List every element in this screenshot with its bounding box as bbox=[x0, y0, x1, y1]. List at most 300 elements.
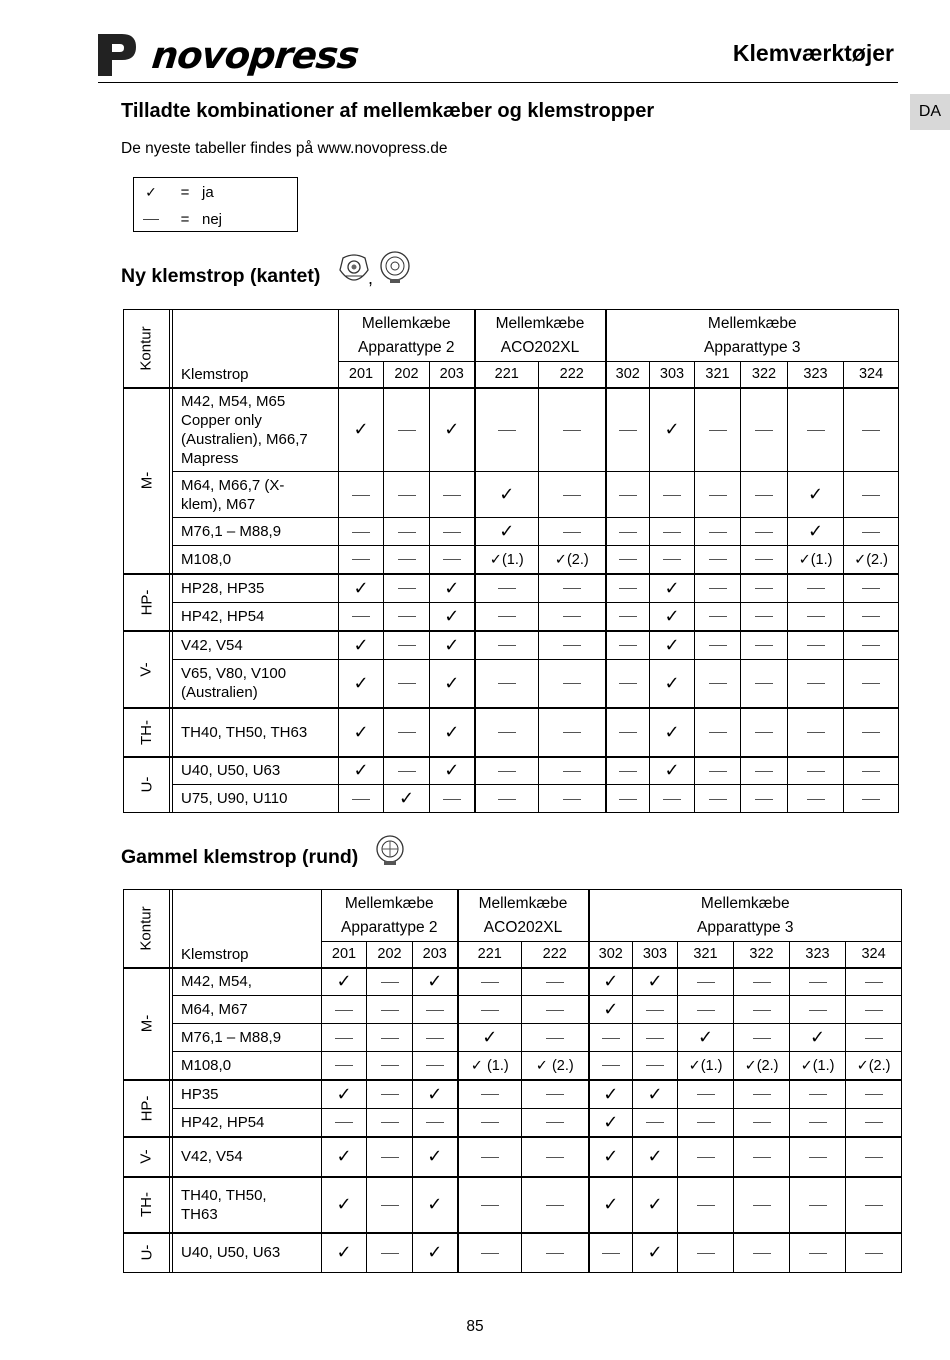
compat-cell bbox=[741, 574, 788, 603]
dash-icon bbox=[809, 1122, 827, 1123]
dash-icon bbox=[335, 1065, 353, 1066]
compat-cell bbox=[633, 1052, 678, 1080]
dash-icon bbox=[862, 645, 880, 646]
contour-label-cell bbox=[124, 631, 170, 708]
dash-icon bbox=[398, 559, 416, 560]
compat-cell bbox=[695, 757, 741, 785]
compat-cell bbox=[413, 996, 458, 1024]
compat-cell bbox=[678, 1137, 734, 1177]
compat-cell bbox=[413, 968, 458, 996]
checkmark-note: ✓(1.) bbox=[800, 1057, 835, 1074]
compat-cell bbox=[633, 1024, 678, 1052]
dash-icon bbox=[602, 1065, 620, 1066]
dash-icon bbox=[865, 1205, 883, 1206]
dash-icon bbox=[498, 683, 516, 684]
dash-icon bbox=[755, 771, 773, 772]
header-row-columns bbox=[124, 362, 899, 388]
dash-icon bbox=[809, 1010, 827, 1011]
compat-cell bbox=[339, 574, 384, 603]
compat-cell bbox=[734, 1080, 790, 1109]
compat-cell bbox=[741, 546, 788, 574]
round-clamp-icon bbox=[378, 250, 412, 284]
column-number: 302 bbox=[606, 362, 650, 388]
dash-icon bbox=[619, 645, 637, 646]
contour-label: HP- bbox=[138, 589, 155, 615]
compat-cell bbox=[458, 1177, 522, 1233]
contour-label: M- bbox=[138, 471, 155, 490]
compat-cell bbox=[790, 1177, 846, 1233]
compat-cell bbox=[606, 660, 650, 708]
page-header-title: Klemværktøjer bbox=[732, 40, 894, 66]
dash-icon bbox=[755, 645, 773, 646]
compat-cell bbox=[678, 1109, 734, 1137]
header-blank bbox=[173, 310, 339, 362]
compat-cell bbox=[650, 518, 695, 546]
dash-icon bbox=[753, 1253, 771, 1254]
table-row bbox=[124, 472, 899, 518]
dash-icon bbox=[381, 1253, 399, 1254]
compat-cell bbox=[790, 1233, 846, 1273]
clamp-name: HP42, HP54 bbox=[173, 603, 339, 631]
dash-icon bbox=[443, 559, 461, 560]
dash-icon bbox=[381, 982, 399, 983]
jaw-group-line1: Mellemkæbe bbox=[344, 894, 434, 912]
compat-cell bbox=[695, 546, 741, 574]
compat-cell bbox=[844, 631, 899, 660]
column-number: 303 bbox=[633, 942, 678, 968]
compat-cell bbox=[367, 996, 413, 1024]
table-row bbox=[124, 574, 899, 603]
language-tab: DA bbox=[910, 94, 950, 130]
jaw-group-line2: Apparattype 2 bbox=[340, 918, 438, 936]
jaw-group-header bbox=[339, 310, 475, 362]
dash-icon bbox=[755, 495, 773, 496]
compat-cell bbox=[384, 518, 430, 546]
compat-cell bbox=[695, 388, 741, 472]
checkmark-icon: ✓ bbox=[444, 721, 460, 742]
compat-cell bbox=[475, 388, 539, 472]
compat-cell bbox=[788, 472, 844, 518]
dash-icon bbox=[546, 982, 564, 983]
header-blank bbox=[173, 890, 322, 942]
compat-cell bbox=[475, 660, 539, 708]
legend-equals: = bbox=[180, 210, 190, 228]
compat-cell bbox=[322, 1109, 367, 1137]
dash-icon bbox=[753, 1157, 771, 1158]
compat-cell bbox=[734, 1052, 790, 1080]
compat-cell bbox=[790, 1137, 846, 1177]
checkmark-note: ✓(1.) bbox=[688, 1057, 723, 1074]
compat-cell bbox=[788, 757, 844, 785]
page-heading: Tilladte kombinationer af mellemkæber og klemstropper bbox=[121, 100, 655, 122]
dash-icon bbox=[663, 495, 681, 496]
dash-icon bbox=[619, 799, 637, 800]
checkmark-note: ✓(2.) bbox=[856, 1057, 891, 1074]
compat-cell bbox=[844, 785, 899, 813]
dash-icon bbox=[546, 1205, 564, 1206]
compat-cell bbox=[475, 631, 539, 660]
compat-cell bbox=[458, 1137, 522, 1177]
compat-cell bbox=[384, 660, 430, 708]
compat-cell bbox=[430, 631, 475, 660]
compat-cell bbox=[522, 1177, 589, 1233]
compat-cell bbox=[522, 1024, 589, 1052]
clamp-name: M64, M66,7 (X- klem), M67 bbox=[173, 472, 339, 518]
compat-cell bbox=[522, 996, 589, 1024]
compat-cell bbox=[788, 603, 844, 631]
compat-cell bbox=[475, 518, 539, 546]
checkmark-icon: ✓ bbox=[603, 1194, 619, 1214]
contour-label: U- bbox=[137, 1244, 155, 1261]
dash-icon bbox=[807, 732, 825, 733]
contour-label-cell bbox=[124, 1177, 170, 1233]
compat-cell bbox=[430, 472, 475, 518]
dash-icon bbox=[335, 1122, 353, 1123]
compat-cell bbox=[788, 546, 844, 574]
table-row bbox=[124, 518, 899, 546]
contour-label-cell bbox=[124, 968, 170, 1080]
compat-cell bbox=[384, 603, 430, 631]
compat-cell bbox=[589, 968, 633, 996]
compat-cell bbox=[788, 660, 844, 708]
contour-label: TH- bbox=[138, 1192, 155, 1217]
compat-cell bbox=[788, 785, 844, 813]
compat-cell bbox=[695, 660, 741, 708]
checkmark-icon: ✓ bbox=[336, 1083, 352, 1104]
dash-icon bbox=[697, 1157, 715, 1158]
compat-cell bbox=[458, 1024, 522, 1052]
dash-icon bbox=[563, 616, 581, 617]
compat-cell bbox=[650, 708, 695, 757]
legend-text: ja bbox=[202, 183, 214, 201]
compat-cell bbox=[384, 785, 430, 813]
checkmark-icon: ✓ bbox=[664, 634, 680, 655]
jaw-group-line1: Mellemkæbe bbox=[495, 314, 585, 332]
dash-icon bbox=[498, 616, 516, 617]
checkmark-icon: ✓ bbox=[427, 1146, 443, 1166]
checkmark-icon: ✓ bbox=[353, 721, 369, 742]
dash-icon bbox=[697, 1205, 715, 1206]
table-row bbox=[124, 785, 899, 813]
column-number: 323 bbox=[788, 362, 844, 388]
compat-cell bbox=[384, 388, 430, 472]
compat-cell bbox=[339, 518, 384, 546]
compat-cell bbox=[367, 968, 413, 996]
logo-p-mark-icon bbox=[98, 30, 138, 76]
compat-cell bbox=[322, 1052, 367, 1080]
compat-cell bbox=[695, 708, 741, 757]
dash-icon bbox=[755, 799, 773, 800]
dash-icon bbox=[709, 771, 727, 772]
compat-cell bbox=[606, 472, 650, 518]
checkmark-note: ✓(2.) bbox=[854, 551, 888, 568]
compat-cell bbox=[589, 1024, 633, 1052]
dash-icon bbox=[381, 1122, 399, 1123]
dash-icon bbox=[865, 982, 883, 983]
dash-icon bbox=[563, 683, 581, 684]
clamp-name: U75, U90, U110 bbox=[173, 785, 339, 813]
compat-cell bbox=[788, 574, 844, 603]
jaw-group-header bbox=[322, 890, 458, 942]
dash-icon bbox=[381, 1157, 399, 1158]
compat-cell bbox=[367, 1052, 413, 1080]
compat-cell bbox=[678, 1024, 734, 1052]
compat-cell bbox=[589, 996, 633, 1024]
dash-icon bbox=[709, 645, 727, 646]
compat-cell bbox=[384, 708, 430, 757]
jaw-group-header bbox=[606, 310, 899, 362]
checkmark-icon: ✓ bbox=[809, 1027, 826, 1047]
table-row bbox=[124, 631, 899, 660]
compat-cell bbox=[539, 757, 606, 785]
legend-row-yes bbox=[134, 179, 214, 205]
dash-icon bbox=[546, 1094, 564, 1095]
compat-cell bbox=[475, 603, 539, 631]
compat-cell bbox=[633, 1137, 678, 1177]
klemstrop-header: Klemstrop bbox=[173, 362, 339, 388]
compat-cell bbox=[846, 1233, 902, 1273]
compat-cell bbox=[734, 1024, 790, 1052]
dash-icon bbox=[563, 532, 581, 533]
compat-cell bbox=[844, 388, 899, 472]
compat-cell bbox=[413, 1052, 458, 1080]
dash-icon bbox=[398, 616, 416, 617]
table-row bbox=[124, 968, 902, 996]
compat-cell bbox=[606, 388, 650, 472]
column-number: 203 bbox=[430, 362, 475, 388]
dash-icon bbox=[753, 982, 771, 983]
checkmark-icon: ✓ bbox=[664, 605, 680, 626]
dash-icon bbox=[697, 1253, 715, 1254]
dash-icon bbox=[563, 430, 581, 431]
dash-icon bbox=[862, 732, 880, 733]
contour-label-cell bbox=[124, 1233, 170, 1273]
compat-cell bbox=[475, 757, 539, 785]
dash-icon bbox=[498, 645, 516, 646]
checkmark-icon: ✓ bbox=[807, 484, 824, 504]
checkmark-icon: ✓ bbox=[664, 721, 680, 742]
dash-icon bbox=[807, 799, 825, 800]
checkmark-note: ✓(2.) bbox=[744, 1057, 779, 1074]
clamp-name: M108,0 bbox=[173, 1052, 322, 1080]
contour-label: TH- bbox=[138, 719, 155, 745]
compat-cell bbox=[339, 757, 384, 785]
compat-cell bbox=[384, 631, 430, 660]
dash-icon bbox=[498, 588, 516, 589]
checkmark-icon: ✓ bbox=[427, 1194, 443, 1214]
dash-icon bbox=[563, 771, 581, 772]
compat-cell bbox=[790, 1109, 846, 1137]
compat-cell bbox=[650, 660, 695, 708]
compat-cell bbox=[339, 472, 384, 518]
dash-icon bbox=[753, 1122, 771, 1123]
dash-icon bbox=[602, 1253, 620, 1254]
dash-icon bbox=[481, 1122, 499, 1123]
jaw-group-line2: ACO202XL bbox=[500, 338, 580, 356]
checkmark-icon: ✓ bbox=[499, 484, 515, 504]
dash-icon bbox=[862, 683, 880, 684]
checkmark-icon: ✓ bbox=[807, 521, 824, 541]
dash-icon bbox=[709, 683, 727, 684]
checkmark-icon: ✓ bbox=[336, 1194, 352, 1214]
compat-cell bbox=[695, 631, 741, 660]
compat-cell bbox=[589, 1109, 633, 1137]
table-row bbox=[124, 1052, 902, 1080]
compat-cell bbox=[475, 785, 539, 813]
contour-label: M- bbox=[138, 1014, 155, 1033]
dash-icon bbox=[862, 532, 880, 533]
dash-icon bbox=[619, 588, 637, 589]
dash-icon bbox=[619, 559, 637, 560]
compat-cell bbox=[846, 1024, 902, 1052]
compat-cell bbox=[846, 1080, 902, 1109]
dash-icon bbox=[398, 771, 416, 772]
compat-cell bbox=[322, 1177, 367, 1233]
checkmark-icon: ✓ bbox=[427, 1242, 443, 1263]
checkmark-icon: ✓ bbox=[427, 1083, 443, 1104]
compat-cell bbox=[633, 1109, 678, 1137]
clamp-name: HP35 bbox=[173, 1080, 322, 1109]
checkmark-icon: ✓ bbox=[647, 971, 663, 992]
compat-cell bbox=[475, 574, 539, 603]
compat-cell bbox=[522, 1109, 589, 1137]
round-clamp-old-icon bbox=[373, 834, 407, 866]
dash-icon bbox=[709, 616, 727, 617]
compat-cell bbox=[539, 574, 606, 603]
compat-cell bbox=[790, 1080, 846, 1109]
dash-icon bbox=[335, 1010, 353, 1011]
dash-icon bbox=[481, 1205, 499, 1206]
dash-icon bbox=[862, 588, 880, 589]
jaw-group-line1: Mellemkæbe bbox=[478, 894, 568, 912]
column-number: 203 bbox=[413, 942, 458, 968]
dash-icon bbox=[865, 1038, 883, 1039]
dash-icon bbox=[697, 1094, 715, 1095]
dash-icon bbox=[646, 1038, 664, 1039]
clamp-name: U40, U50, U63 bbox=[173, 757, 339, 785]
dash-icon bbox=[755, 559, 773, 560]
compat-cell bbox=[633, 1080, 678, 1109]
compat-cell bbox=[678, 1177, 734, 1233]
dash-icon bbox=[753, 1094, 771, 1095]
compat-cell bbox=[678, 1052, 734, 1080]
klemstrop-header: Klemstrop bbox=[173, 942, 322, 968]
compat-cell bbox=[695, 603, 741, 631]
contour-label-cell bbox=[124, 1080, 170, 1137]
contour-label-cell bbox=[124, 757, 170, 813]
compat-cell bbox=[413, 1233, 458, 1273]
novopress-logo bbox=[98, 30, 361, 77]
compat-cell bbox=[458, 968, 522, 996]
compat-cell bbox=[430, 757, 475, 785]
contour-label-cell bbox=[124, 708, 170, 757]
dash-icon bbox=[807, 616, 825, 617]
compat-cell bbox=[788, 518, 844, 546]
dash-icon bbox=[398, 430, 416, 431]
table2-title: Gammel klemstrop (rund) bbox=[121, 846, 359, 868]
dash-icon bbox=[481, 982, 499, 983]
dash-icon bbox=[481, 1253, 499, 1254]
compat-cell bbox=[367, 1177, 413, 1233]
compat-cell bbox=[413, 1024, 458, 1052]
checkmark-note: ✓ (2.) bbox=[535, 1057, 574, 1074]
compat-cell bbox=[539, 388, 606, 472]
jaw-group-header bbox=[458, 890, 589, 942]
compat-cell bbox=[633, 968, 678, 996]
compat-cell bbox=[741, 660, 788, 708]
compat-cell bbox=[741, 631, 788, 660]
table-row bbox=[124, 757, 899, 785]
table-row bbox=[124, 1233, 902, 1273]
contour-label: HP- bbox=[138, 1095, 155, 1121]
compat-cell bbox=[734, 1137, 790, 1177]
compat-cell bbox=[678, 968, 734, 996]
compat-cell bbox=[367, 1233, 413, 1273]
compat-cell bbox=[339, 708, 384, 757]
dash-icon bbox=[381, 1010, 399, 1011]
compat-cell bbox=[339, 660, 384, 708]
compat-cell bbox=[633, 1177, 678, 1233]
dash-icon bbox=[807, 588, 825, 589]
compat-cell bbox=[844, 546, 899, 574]
compat-cell bbox=[539, 708, 606, 757]
checkmark-icon: ✓ bbox=[647, 1242, 663, 1263]
dash-icon bbox=[398, 495, 416, 496]
dash-icon bbox=[709, 799, 727, 800]
checkmark-note: ✓(1.) bbox=[489, 551, 524, 568]
compat-cell bbox=[522, 1052, 589, 1080]
dash-icon bbox=[646, 1010, 664, 1011]
dash-icon bbox=[862, 495, 880, 496]
table-row bbox=[124, 388, 899, 472]
dash-icon bbox=[481, 1010, 499, 1011]
dash-icon bbox=[381, 1094, 399, 1095]
page-subtitle: De nyeste tabeller findes på www.novopress.de bbox=[121, 140, 448, 157]
dash-icon bbox=[381, 1065, 399, 1066]
dash-icon bbox=[134, 219, 168, 220]
compat-cell bbox=[458, 1052, 522, 1080]
dash-icon bbox=[709, 732, 727, 733]
checkmark-icon: ✓ bbox=[499, 521, 515, 541]
dash-icon bbox=[862, 430, 880, 431]
compat-cell bbox=[339, 603, 384, 631]
column-number: 321 bbox=[678, 942, 734, 968]
checkmark-icon: ✓ bbox=[336, 971, 352, 992]
checkmark-icon: ✓ bbox=[353, 760, 369, 781]
dash-icon bbox=[426, 1122, 444, 1123]
compat-cell bbox=[846, 1137, 902, 1177]
compat-cell bbox=[322, 1080, 367, 1109]
clamp-name: U40, U50, U63 bbox=[173, 1233, 322, 1273]
table1-title: Ny klemstrop (kantet) bbox=[121, 265, 321, 287]
checkmark-icon: ✓ bbox=[353, 577, 369, 598]
dash-icon bbox=[663, 532, 681, 533]
compat-cell bbox=[322, 1137, 367, 1177]
checkmark-icon: ✓ bbox=[603, 999, 619, 1019]
compat-cell bbox=[384, 574, 430, 603]
compat-cell bbox=[606, 574, 650, 603]
column-number: 222 bbox=[539, 362, 606, 388]
compat-cell bbox=[322, 996, 367, 1024]
checkmark-icon: ✓ bbox=[664, 419, 680, 440]
dash-icon bbox=[663, 799, 681, 800]
dash-icon bbox=[443, 495, 461, 496]
checkmark-icon: ✓ bbox=[603, 1146, 619, 1166]
compat-cell bbox=[606, 518, 650, 546]
compat-cell bbox=[589, 1137, 633, 1177]
compat-cell bbox=[606, 631, 650, 660]
dash-icon bbox=[443, 532, 461, 533]
